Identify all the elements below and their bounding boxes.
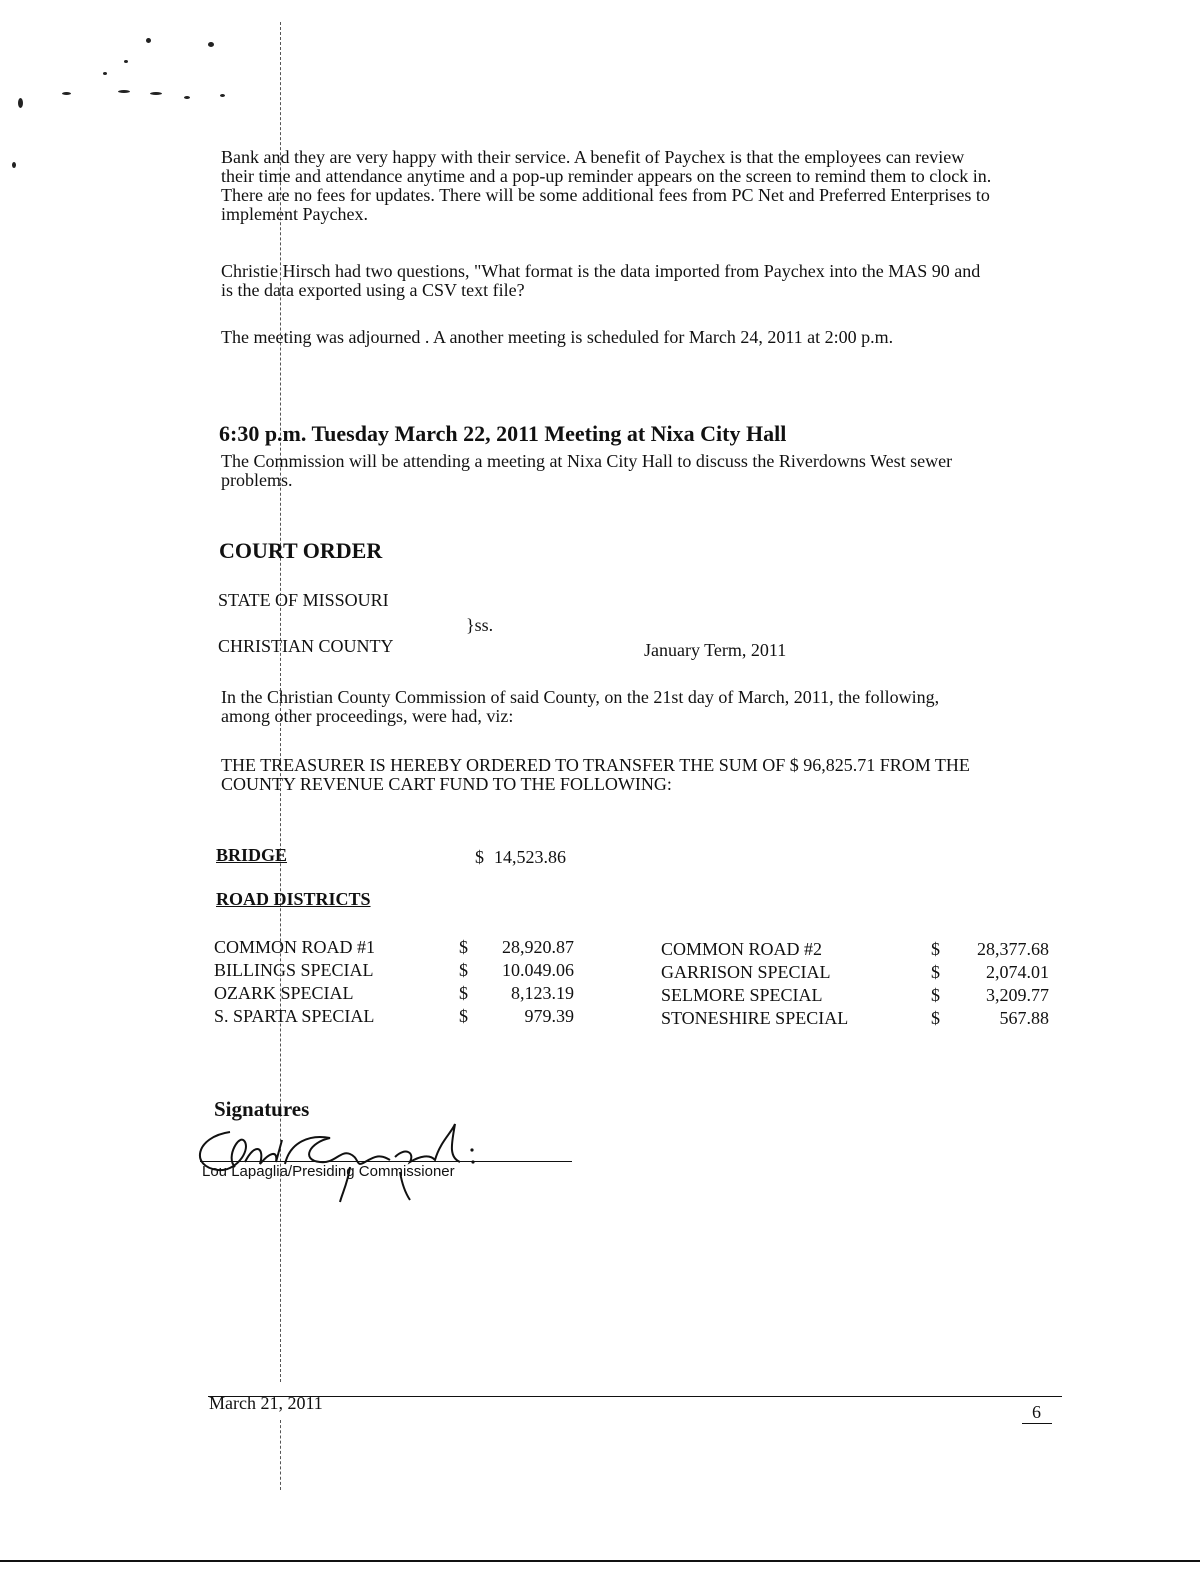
- district-currency: $: [931, 985, 940, 1005]
- order-paragraph: [221, 756, 1071, 794]
- scan-speck: [12, 162, 16, 168]
- ss-mark: }ss.: [466, 615, 494, 635]
- district-name: COMMON ROAD #2: [661, 939, 823, 959]
- scan-speck: [118, 90, 130, 93]
- signature-line: [200, 1161, 572, 1162]
- county-line: CHRISTIAN COUNTY: [218, 636, 394, 656]
- page-number-rule: [1022, 1423, 1052, 1424]
- road-districts-right-table: [661, 938, 1061, 1030]
- signatures-heading: Signatures: [214, 1097, 310, 1121]
- preamble-paragraph: [221, 688, 1071, 726]
- table-row: [661, 938, 1061, 961]
- table-row: [214, 936, 594, 959]
- district-amount: 28,920.87: [502, 937, 574, 957]
- footer-rule: [208, 1396, 1062, 1397]
- paragraph-text: The Commission will be attending a meeting at Nixa City Hall to discuss the Riverdowns West sewer problems.: [221, 451, 953, 490]
- state-line: STATE OF MISSOURI: [218, 590, 389, 610]
- district-amount: 979.39: [524, 1006, 574, 1026]
- term-line: January Term, 2011: [644, 640, 787, 660]
- paychex-paragraph: [221, 148, 1071, 224]
- district-currency: $: [931, 962, 940, 982]
- scan-bottom-edge: [0, 1560, 1200, 1562]
- court-order-heading: COURT ORDER: [219, 538, 383, 563]
- district-amount: 8,123.19: [511, 983, 574, 1003]
- district-name: OZARK SPECIAL: [214, 983, 354, 1003]
- road-districts-label: ROAD DISTRICTS: [216, 889, 371, 909]
- footer-date: March 21, 2011: [209, 1393, 323, 1413]
- handwritten-signature: [190, 1112, 520, 1204]
- bridge-amount: 14,523.86: [494, 847, 566, 867]
- district-name: GARRISON SPECIAL: [661, 962, 831, 982]
- meeting-body: [221, 452, 1071, 490]
- table-row: [214, 1005, 594, 1028]
- district-currency: $: [459, 1006, 468, 1026]
- questions-paragraph: [221, 262, 1071, 300]
- district-name: STONESHIRE SPECIAL: [661, 1008, 849, 1028]
- district-currency: $: [459, 983, 468, 1003]
- district-amount: 10.049.06: [502, 960, 574, 980]
- table-row: [661, 984, 1061, 1007]
- paragraph-text: In the Christian County Commission of said County, on the 21st day of March, 2011, the following, among other proceedings, were had, viz:: [221, 687, 940, 726]
- scan-speck: [62, 92, 71, 95]
- district-amount: 3,209.77: [986, 985, 1049, 1005]
- scan-speck: [103, 72, 107, 75]
- paragraph-text: THE TREASURER IS HEREBY ORDERED TO TRANSFER THE SUM OF $ 96,825.71 FROM THE COUNTY REVENUE CART FUND TO THE FOLLOWING:: [221, 755, 970, 794]
- scan-speck: [208, 42, 214, 47]
- scan-speck: [220, 94, 225, 97]
- district-name: BILLINGS SPECIAL: [214, 960, 374, 980]
- district-amount: 28,377.68: [977, 939, 1049, 959]
- paragraph-text: Bank and they are very happy with their service. A benefit of Paychex is that the employees can review their time and attendance anytime and a pop-up reminder appears on the screen to remind them to clock in. There are no fees for updates. There will be some additional fees from PC Net and Preferred Enterprises to implement Paychex.: [221, 147, 992, 224]
- district-name: SELMORE SPECIAL: [661, 985, 823, 1005]
- table-row: [661, 961, 1061, 984]
- district-name: S. SPARTA SPECIAL: [214, 1006, 375, 1026]
- district-currency: $: [459, 960, 468, 980]
- table-row: [661, 1007, 1061, 1030]
- district-currency: $: [459, 937, 468, 957]
- meeting-heading: 6:30 p.m. Tuesday March 22, 2011 Meeting at Nixa City Hall: [219, 421, 787, 446]
- scan-speck: [18, 98, 23, 108]
- bridge-currency: $: [475, 847, 484, 867]
- district-currency: $: [931, 939, 940, 959]
- adjourned-paragraph: [221, 328, 1071, 347]
- table-row: [214, 982, 594, 1005]
- scan-fold-line-lower: [280, 1420, 281, 1490]
- table-row: [214, 959, 594, 982]
- paragraph-text: Christie Hirsch had two questions, "What format is the data imported from Paychex into the MAS 90 and is the data exported using a CSV text file?: [221, 261, 981, 300]
- district-amount: 2,074.01: [986, 962, 1049, 982]
- scan-speck: [146, 38, 151, 43]
- signer-name: Lou Lapaglia/Presiding Commissioner: [202, 1163, 455, 1180]
- bridge-label: BRIDGE: [216, 845, 288, 865]
- district-amount: 567.88: [999, 1008, 1049, 1028]
- road-districts-left-table: [214, 936, 594, 1028]
- scan-speck: [184, 96, 190, 99]
- scan-speck: [150, 92, 162, 95]
- paragraph-text: The meeting was adjourned . A another meeting is scheduled for March 24, 2011 at 2:00 p.m.: [221, 327, 894, 347]
- scan-speck: [124, 60, 128, 63]
- district-name: COMMON ROAD #1: [214, 937, 376, 957]
- page-number: 6: [1032, 1402, 1041, 1422]
- district-currency: $: [931, 1008, 940, 1028]
